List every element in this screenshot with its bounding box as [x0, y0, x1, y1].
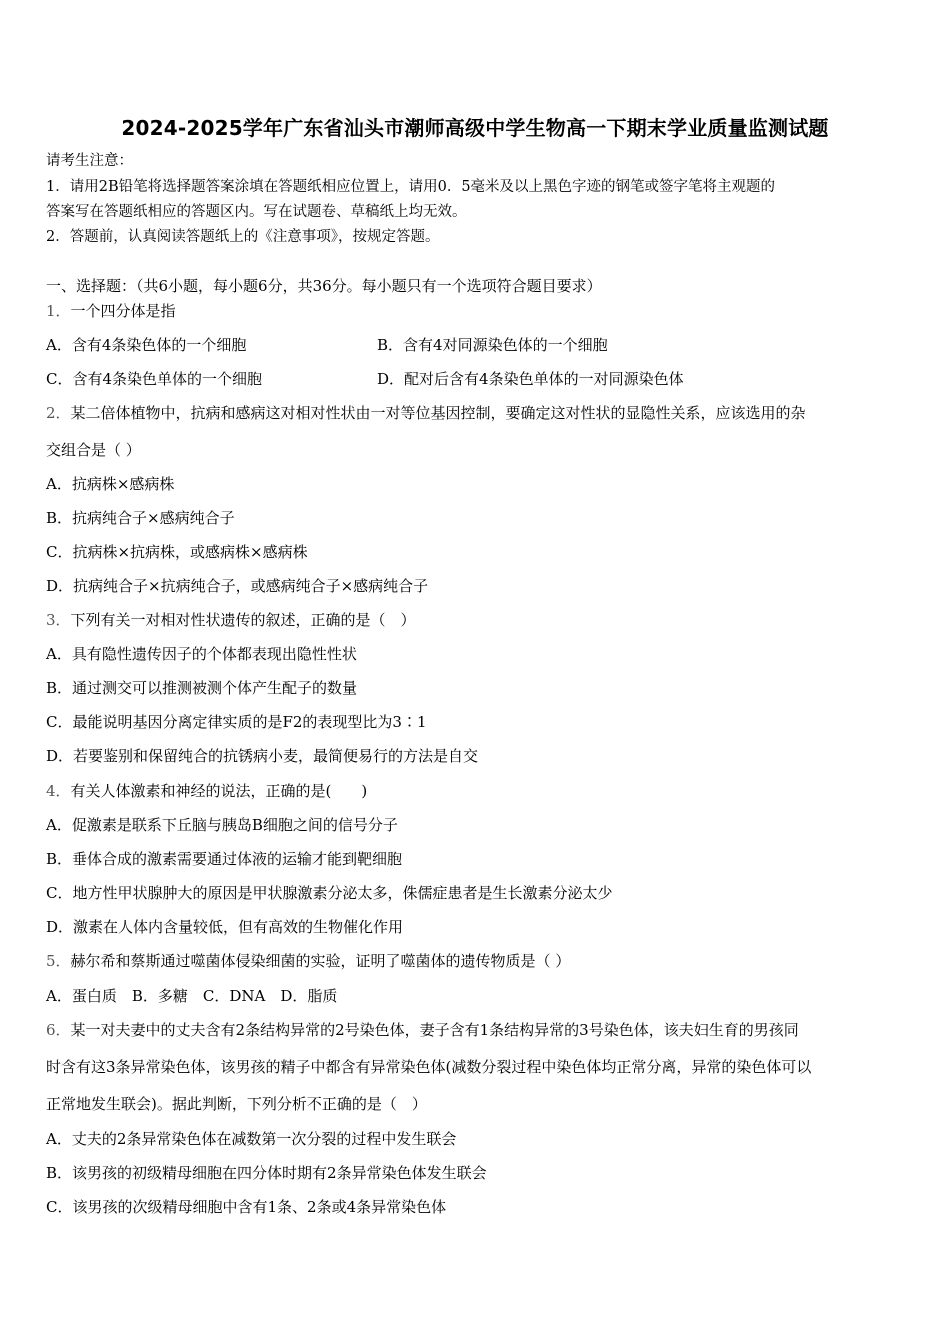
page-title: 2024-2025学年广东省汕头市潮师高级中学生物高一下期末学业质量监测试题: [121, 116, 829, 140]
q2-option-a: A．抗病株×感病株: [46, 475, 175, 493]
q4-option-a: A．促激素是联系下丘脑与胰岛B细胞之间的信号分子: [46, 816, 398, 834]
question-stem: 某一对夫妻中的丈夫含有2条结构异常的2号染色体，妻子含有1条结构异常的3号染色体，该夫妇生育的男孩同: [70, 1021, 799, 1039]
q5-options: A．蛋白质 B．多糖 C．DNA D．脂质: [46, 987, 338, 1005]
q3-option-d: D．若要鉴别和保留纯合的抗锈病小麦，最简便易行的方法是自交: [46, 747, 479, 765]
q2-option-c: C．抗病株×抗病株，或感病株×感病株: [46, 543, 308, 561]
question-2: [46, 404, 806, 422]
question-6: [46, 1021, 799, 1039]
q4-option-c: C．地方性甲状腺肿大的原因是甲状腺激素分泌太多，侏儒症患者是生长激素分泌太少: [46, 884, 613, 902]
q6-option-b: B．该男孩的初级精母细胞在四分体时期有2条异常染色体发生联会: [46, 1164, 487, 1182]
section-heading: 一、选择题：（共6小题，每小题6分，共36分。每小题只有一个选项符合题目要求）: [46, 277, 602, 295]
question-number: 1．: [46, 302, 71, 320]
q1-option-c: C．含有4条染色单体的一个细胞: [46, 370, 263, 388]
question-3: [46, 611, 416, 629]
question-stem: 下列有关一对相对性状遗传的叙述，正确的是（ ）: [70, 611, 416, 629]
question-stem: 有关人体激素和神经的说法，正确的是( ): [70, 782, 368, 800]
question-2-stem-line-2: 交组合是（ ）: [46, 441, 141, 459]
q4-option-b: B．垂体合成的激素需要通过体液的运输才能到靶细胞: [46, 850, 403, 868]
q1-option-b: B．含有4对同源染色体的一个细胞: [377, 336, 608, 354]
q2-option-b: B．抗病纯合子×感病纯合子: [46, 509, 235, 527]
question-1: [46, 302, 176, 320]
q6-option-a: A．丈夫的2条异常染色体在减数第一次分裂的过程中发生联会: [46, 1130, 457, 1148]
question-number: 6．: [46, 1021, 71, 1039]
q6-option-c: C．该男孩的次级精母细胞中含有1条、2条或4条异常染色体: [46, 1198, 447, 1216]
question-stem: 某二倍体植物中，抗病和感病这对相对性状由一对等位基因控制，要确定这对性状的显隐性关系，应该选用的杂: [70, 404, 806, 422]
question-number: 4．: [46, 782, 71, 800]
question-5: [46, 952, 570, 970]
notice-heading: 请考生注意：: [46, 153, 133, 169]
question-4: [46, 782, 367, 800]
q2-option-d: D．抗病纯合子×抗病纯合子，或感病纯合子×感病纯合子: [46, 577, 429, 595]
question-stem: 一个四分体是指: [70, 302, 176, 320]
notice-item-1-line-1: 1．请用2B铅笔将选择题答案涂填在答题纸相应位置上，请用0．5毫米及以上黑色字迹的钢笔或签字笔将主观题的: [46, 179, 776, 195]
q3-option-b: B．通过测交可以推测被测个体产生配子的数量: [46, 679, 358, 697]
notice-item-1-line-2: 答案写在答题纸相应的答题区内。写在试题卷、草稿纸上均无效。: [46, 204, 467, 220]
q4-option-d: D．激素在人体内含量较低，但有高效的生物催化作用: [46, 918, 404, 936]
question-number: 5．: [46, 952, 71, 970]
question-number: 3．: [46, 611, 71, 629]
q1-option-d: D．配对后含有4条染色单体的一对同源染色体: [377, 370, 684, 388]
question-6-stem-line-3: 正常地发生联会)。据此判断，下列分析不正确的是（ ）: [46, 1095, 427, 1113]
question-stem: 赫尔希和蔡斯通过噬菌体侵染细菌的实验，证明了噬菌体的遗传物质是（ ）: [70, 952, 571, 970]
question-number: 2．: [46, 404, 71, 422]
question-6-stem-line-2: 时含有这3条异常染色体，该男孩的精子中都含有异常染色体(减数分裂过程中染色体均正常分离，异常的染色体可以: [46, 1058, 812, 1076]
q3-option-c: C．最能说明基因分离定律实质的是F2的表现型比为3∶1: [46, 713, 427, 731]
q1-option-a: A．含有4条染色体的一个细胞: [46, 336, 247, 354]
notice-item-2: 2．答题前，认真阅读答题纸上的《注意事项》，按规定答题。: [46, 229, 440, 245]
q3-option-a: A．具有隐性遗传因子的个体都表现出隐性性状: [46, 645, 357, 663]
